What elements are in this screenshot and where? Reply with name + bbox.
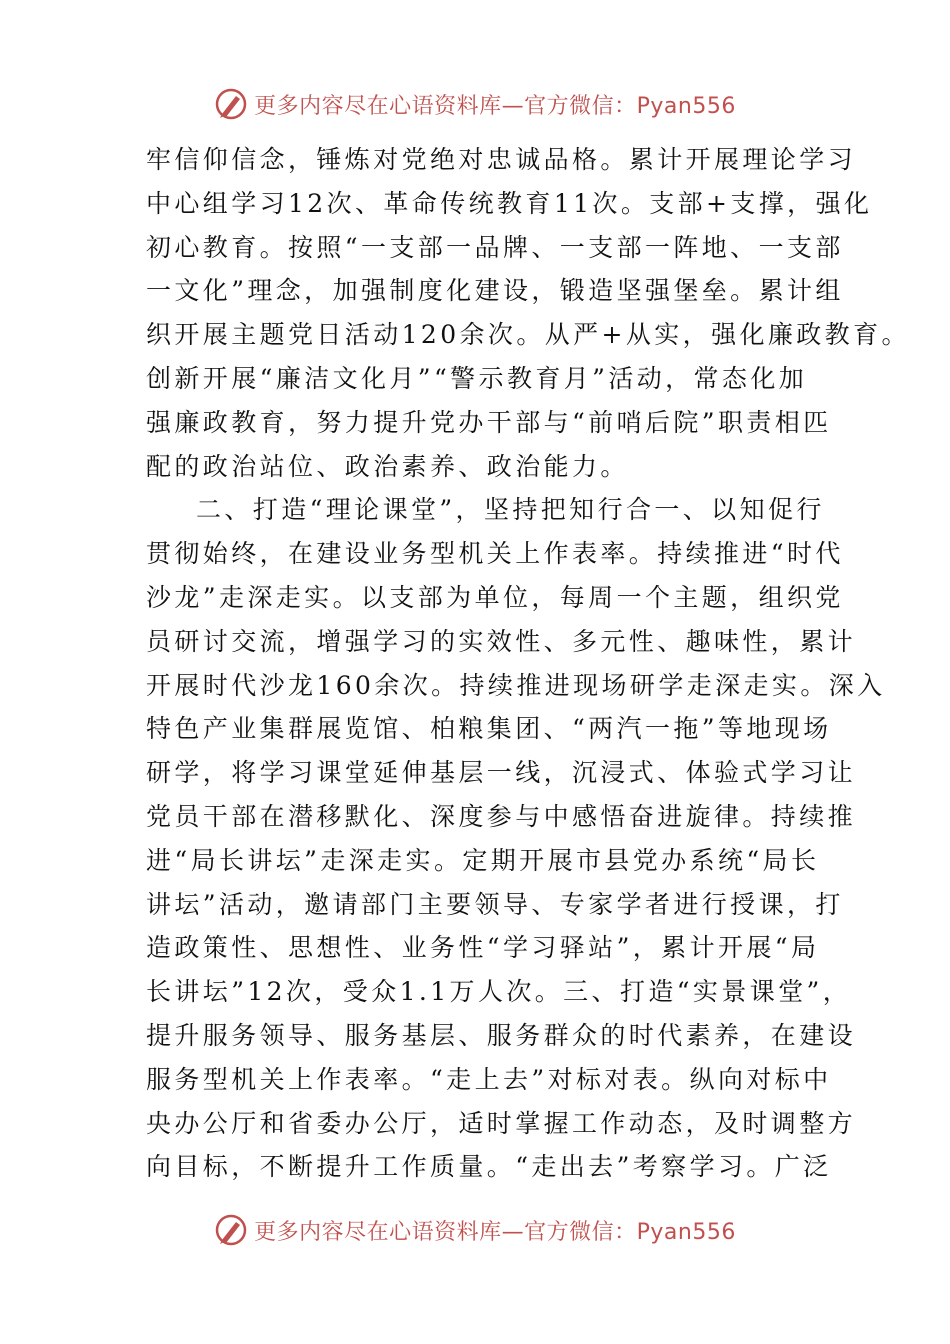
footer-watermark-banner [0, 1208, 950, 1252]
body-line: 讲坛”活动，邀请部门主要领导、专家学者进行授课，打 [146, 889, 844, 919]
body-line: 造政策性、思想性、业务性“学习驿站”，累计开展“局 [146, 933, 820, 963]
body-line: 提升服务领导、服务基层、服务群众的时代素养，在建设 [146, 1020, 857, 1050]
body-line: 党员干部在潜移默化、深度参与中感悟奋进旋律。持续推 [146, 801, 857, 831]
body-line: 创新开展“廉洁文化月”“警示教育月”活动，常态化加 [146, 363, 808, 393]
body-line: 研学，将学习课堂延伸基层一线，沉浸式、体验式学习让 [146, 758, 857, 788]
body-line: 特色产业集群展览馆、柏粮集团、“两汽一拖”等地现场 [146, 714, 832, 744]
body-line: 中心组学习12次、革命传统教育11次。支部+支撑，强化 [146, 188, 873, 218]
body-line: 央办公厅和省委办公厅，适时掌握工作动态，及时调整方 [146, 1108, 857, 1138]
body-line: 贯彻始终，在建设业务型机关上作表率。持续推进“时代 [146, 539, 844, 569]
body-line: 长讲坛”12次，受众1.1万人次。三、打造“实景课堂”， [146, 977, 852, 1007]
pen-logo-icon [214, 87, 248, 121]
body-line: 进“局长讲坛”走深走实。定期开展市县党办系统“局长 [146, 845, 820, 875]
body-line: 沙龙”走深走实。以支部为单位，每周一个主题，组织党 [146, 582, 844, 612]
body-line: 强廉政教育，努力提升党办干部与“前哨后院”职责相匹 [146, 407, 832, 437]
body-line: 牢信仰信念，锤炼对党绝对忠诚品格。累计开展理论学习 [146, 145, 857, 174]
body-line: 员研讨交流，增强学习的实效性、多元性、趣味性，累计 [146, 626, 857, 656]
document-body [146, 138, 910, 1189]
header-watermark-banner [0, 82, 950, 126]
header-watermark-text: 更多内容尽在心语资料库—官方微信：Pyan556 [254, 93, 736, 119]
body-line: 一文化”理念，加强制度化建设，锻造坚强堡垒。累计组 [146, 276, 844, 306]
body-line: 向目标，不断提升工作质量。“走出去”考察学习。广泛 [146, 1152, 832, 1182]
body-line: 开展时代沙龙160余次。持续推进现场研学走深走实。深入 [146, 670, 886, 700]
footer-watermark-text: 更多内容尽在心语资料库—官方微信：Pyan556 [254, 1219, 736, 1245]
section-heading-line: 二、打造“理论课堂”，坚持把知行合一、以知促行 [196, 495, 825, 525]
body-line: 初心教育。按照“一支部一品牌、一支部一阵地、一支部 [146, 232, 844, 262]
body-line: 织开展主题党日活动120余次。从严+从实，强化廉政教育。 [146, 320, 910, 350]
pen-logo-icon [214, 1213, 248, 1247]
body-line: 配的政治站位、政治素养、政治能力。 [146, 451, 629, 481]
body-line: 服务型机关上作表率。“走上去”对标对表。纵向对标中 [146, 1064, 832, 1094]
